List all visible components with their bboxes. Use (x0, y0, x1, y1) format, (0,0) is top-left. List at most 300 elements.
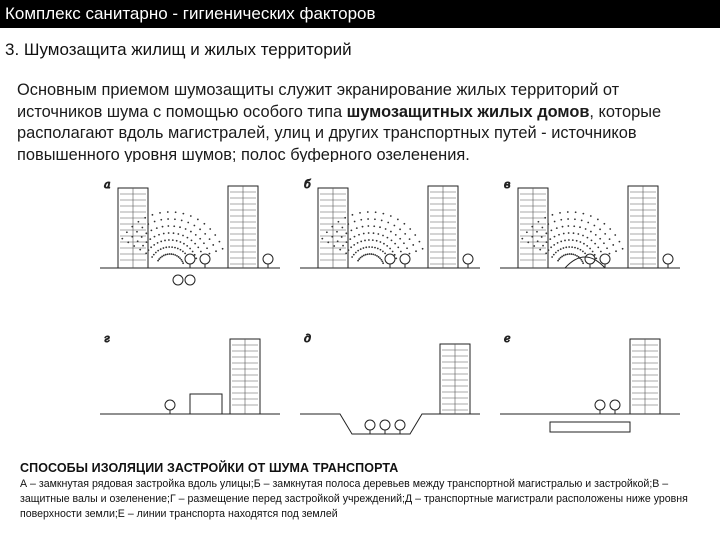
noise-wave-dot (572, 254, 574, 256)
noise-wave-dot (379, 257, 381, 259)
noise-wave-dot (160, 248, 162, 250)
noise-wave-dot (167, 225, 169, 227)
vehicle-wheel (185, 275, 195, 285)
noise-wave-dot (565, 254, 567, 256)
noise-wave-dot (584, 252, 586, 254)
noise-wave-dot (382, 262, 384, 264)
noise-wave-dot (163, 247, 165, 249)
noise-wave-dot (156, 227, 158, 229)
noise-wave-dot (350, 246, 352, 248)
noise-wave-dot (391, 239, 393, 241)
noise-wave-dot (203, 242, 205, 244)
noise-wave-dot (558, 258, 560, 260)
noise-wave-dot (394, 243, 396, 245)
noise-wave-dot (353, 254, 355, 256)
noise-wave-dot (355, 252, 357, 254)
noise-wave-dot (567, 218, 569, 220)
noise-wave-dot (409, 238, 411, 240)
noise-wave-dot (362, 226, 364, 228)
noise-wave-dot (367, 211, 369, 213)
noise-wave-dot (138, 221, 140, 223)
noise-wave-dot (154, 236, 156, 238)
noise-wave-dot (369, 253, 371, 255)
noise-wave-dot (146, 241, 148, 243)
noise-wave-dot (199, 238, 201, 240)
noise-wave-dot (180, 249, 182, 251)
noise-wave-dot (173, 232, 175, 234)
noise-wave-dot (142, 245, 144, 247)
noise-wave-dot (194, 243, 196, 245)
panel-label: г (104, 332, 110, 345)
noise-wave-dot (557, 260, 559, 262)
noise-wave-dot (178, 256, 180, 258)
noise-wave-dot (397, 246, 399, 248)
noise-wave-dot (367, 218, 369, 220)
noise-wave-dot (609, 228, 611, 230)
noise-wave-dot (352, 214, 354, 216)
noise-wave-dot (597, 219, 599, 221)
noise-wave-dot (121, 238, 123, 240)
noise-wave-dot (182, 235, 184, 237)
noise-wave-dot (182, 262, 184, 264)
noise-wave-dot (373, 225, 375, 227)
noise-wave-dot (374, 218, 376, 220)
noise-wave-dot (403, 242, 405, 244)
noise-wave-dot (363, 255, 365, 257)
noise-wave-dot (615, 250, 617, 252)
noise-wave-dot (357, 250, 359, 252)
noise-wave-dot (372, 239, 374, 241)
noise-wave-dot (179, 257, 181, 259)
noise-wave-dot (583, 243, 585, 245)
noise-wave-dot (541, 227, 543, 229)
noise-wave-dot (604, 233, 606, 235)
noise-wave-dot (161, 256, 163, 258)
noise-wave-dot (577, 233, 579, 235)
noise-wave-dot (582, 251, 584, 253)
panel-label: а (104, 178, 111, 191)
noise-wave-dot (189, 248, 191, 250)
noise-wave-dot (367, 253, 369, 255)
noise-wave-dot (562, 226, 564, 228)
noise-wave-dot (131, 236, 133, 238)
noise-wave-dot (197, 219, 199, 221)
noise-wave-dot (553, 254, 555, 256)
noise-wave-dot (552, 214, 554, 216)
noise-wave-dot (199, 228, 201, 230)
noise-wave-dot (153, 254, 155, 256)
noise-wave-dot (403, 223, 405, 225)
noise-wave-dot (585, 228, 587, 230)
noise-wave-dot (197, 246, 199, 248)
tree-crown (463, 254, 473, 264)
intro-text-bold: шумозащитных жилых домов (346, 102, 590, 121)
noise-wave-dot (590, 215, 592, 217)
noise-wave-dot (173, 225, 175, 227)
noise-wave-dot (553, 244, 555, 246)
noise-wave-dot (151, 256, 153, 258)
noise-wave-dot (392, 251, 394, 253)
caption-title: СПОСОБЫ ИЗОЛЯЦИИ ЗАСТРОЙКИ ОТ ШУМА ТРАНСПОРТА (20, 461, 399, 475)
noise-wave-dot (379, 226, 381, 228)
noise-wave-dot (384, 252, 386, 254)
noise-wave-dot (163, 255, 165, 257)
noise-wave-dot (351, 256, 353, 258)
header-title: Комплекс санитарно - гигиенических факторов (5, 4, 376, 23)
noise-wave-dot (174, 218, 176, 220)
noise-wave-dot (342, 245, 344, 247)
noise-wave-dot (372, 254, 374, 256)
noise-wave-dot (378, 256, 380, 258)
noise-wave-dot (174, 254, 176, 256)
noise-wave-dot (169, 253, 171, 255)
noise-wave-dot (212, 244, 214, 246)
noise-wave-dot (344, 217, 346, 219)
noise-wave-dot (371, 246, 373, 248)
noise-wave-dot (176, 240, 178, 242)
noise-wave-dot (346, 241, 348, 243)
noise-wave-dot (209, 238, 211, 240)
noise-wave-dot (559, 212, 561, 214)
noise-wave-dot (574, 218, 576, 220)
noise-wave-dot (582, 262, 584, 264)
noise-wave-dot (556, 227, 558, 229)
noise-wave-dot (527, 241, 529, 243)
noise-wave-dot (368, 246, 370, 248)
noise-wave-dot (150, 229, 152, 231)
noise-wave-dot (141, 227, 143, 229)
noise-wave-dot (619, 241, 621, 243)
noise-wave-dot (567, 211, 569, 213)
noise-wave-dot (382, 251, 384, 253)
noise-wave-dot (599, 238, 601, 240)
noise-wave-dot (386, 245, 388, 247)
noise-wave-dot (567, 225, 569, 227)
header-bar (0, 0, 720, 28)
noise-wave-dot (573, 225, 575, 227)
noise-wave-dot (565, 246, 567, 248)
noise-wave-dot (183, 243, 185, 245)
noise-wave-dot (193, 225, 195, 227)
noise-wave-dot (171, 246, 173, 248)
noise-wave-dot (542, 245, 544, 247)
noise-wave-dot (326, 231, 328, 233)
tree-crown (595, 400, 605, 410)
noise-wave-dot (589, 248, 591, 250)
noise-wave-dot (191, 239, 193, 241)
noise-wave-dot (575, 211, 577, 213)
noise-wave-dot (600, 251, 602, 253)
noise-wave-dot (568, 232, 570, 234)
noise-wave-dot (347, 223, 349, 225)
noise-wave-dot (554, 236, 556, 238)
noise-wave-dot (395, 234, 397, 236)
noise-wave-dot (354, 236, 356, 238)
noise-wave-dot (195, 234, 197, 236)
noise-wave-dot (574, 247, 576, 249)
noise-wave-dot (533, 245, 535, 247)
panel-label: д (304, 332, 311, 345)
noise-wave-dot (531, 226, 533, 228)
noise-wave-dot (593, 225, 595, 227)
noise-wave-dot (544, 217, 546, 219)
noise-wave-dot (397, 219, 399, 221)
noise-wave-dot (153, 244, 155, 246)
noise-wave-dot (381, 261, 383, 263)
noise-wave-dot (337, 240, 339, 242)
noise-wave-dot (163, 233, 165, 235)
caption-text: А – замкнутая рядовая застройка вдоль улицы;Б – замкнутая полоса деревьев между транспортной магистралью и застройкой;В – защитные валы и озеленение;Г – размещение перед застройкой учреждений;Д – транспортные магистрали расположены ниже уровня поверхности земли;Е – линии транспорта находятся под землей (20, 478, 688, 520)
noise-wave-dot (157, 242, 159, 244)
noise-wave-dot (548, 249, 550, 251)
intro-text-before: Основным приемом шумозащиты служит экранирование жилых территорий от источников шума с помощью особого типа (17, 81, 620, 121)
noise-wave-dot (387, 237, 389, 239)
noise-wave-dot (357, 260, 359, 262)
noise-wave-dot (382, 213, 384, 215)
noise-wave-dot (393, 225, 395, 227)
noise-wave-dot (345, 232, 347, 234)
noise-wave-dot (348, 249, 350, 251)
noise-wave-dot (387, 222, 389, 224)
noise-wave-dot (356, 227, 358, 229)
noise-wave-dot (599, 228, 601, 230)
noise-wave-dot (167, 218, 169, 220)
noise-wave-dot (545, 232, 547, 234)
noise-wave-dot (164, 240, 166, 242)
noise-wave-dot (152, 214, 154, 216)
noise-wave-dot (336, 231, 338, 233)
noise-wave-dot (536, 231, 538, 233)
noise-wave-dot (338, 221, 340, 223)
noise-wave-dot (145, 232, 147, 234)
noise-wave-dot (576, 255, 578, 257)
noise-wave-dot (141, 236, 143, 238)
noise-wave-dot (395, 257, 397, 259)
noise-wave-dot (380, 241, 382, 243)
noise-wave-dot (595, 234, 597, 236)
noise-wave-dot (377, 248, 379, 250)
noise-wave-dot (373, 232, 375, 234)
noise-wave-dot (327, 241, 329, 243)
noise-wave-dot (577, 248, 579, 250)
tree-crown (165, 400, 175, 410)
noise-wave-dot (357, 242, 359, 244)
noise-wave-dot (572, 239, 574, 241)
noise-wave-dot (545, 252, 547, 254)
tree-crown (610, 400, 620, 410)
noise-wave-dot (363, 233, 365, 235)
noise-wave-dot (609, 238, 611, 240)
noise-wave-dot (415, 250, 417, 252)
noise-wave-dot (184, 252, 186, 254)
panel-label: е (504, 332, 511, 345)
section-title: 3. Шумозащита жилищ и жилых территорий (5, 40, 352, 59)
noise-wave-dot (155, 252, 157, 254)
noise-wave-dot (541, 236, 543, 238)
noise-wave-dot (557, 242, 559, 244)
noise-wave-dot (383, 243, 385, 245)
noise-wave-dot (204, 233, 206, 235)
noise-wave-dot (550, 246, 552, 248)
noise-wave-dot (606, 247, 608, 249)
noise-wave-dot (557, 250, 559, 252)
noise-wave-dot (399, 238, 401, 240)
noise-wave-dot (526, 231, 528, 233)
noise-wave-dot (158, 258, 160, 260)
noise-wave-dot (144, 217, 146, 219)
noise-wave-dot (580, 249, 582, 251)
tree-crown (365, 420, 375, 430)
noise-wave-dot (409, 228, 411, 230)
noise-wave-dot (564, 240, 566, 242)
noise-wave-dot (560, 241, 562, 243)
tree-crown (663, 254, 673, 264)
noise-wave-dot (177, 248, 179, 250)
noise-wave-dot (375, 211, 377, 213)
noise-wave-dot (568, 246, 570, 248)
noise-wave-dot (331, 236, 333, 238)
noise-wave-dot (558, 234, 560, 236)
noise-wave-dot (555, 252, 557, 254)
noise-wave-dot (374, 247, 376, 249)
noise-wave-dot (179, 226, 181, 228)
intro-text-after: , которые располагают вдоль магистралей, улиц и других транспортных путей - источников повышенного уровня шумов; полос буферного озеленения. (17, 102, 662, 162)
noise-wave-dot (580, 241, 582, 243)
noise-wave-dot (389, 248, 391, 250)
noise-wave-dot (368, 239, 370, 241)
noise-wave-dot (159, 212, 161, 214)
noise-wave-dot (181, 261, 183, 263)
noise-wave-dot (333, 245, 335, 247)
noise-wave-dot (376, 255, 378, 257)
noise-wave-dot (546, 241, 548, 243)
noise-wave-dot (597, 246, 599, 248)
noise-wave-dot (359, 212, 361, 214)
tree-crown (400, 254, 410, 264)
noise-wave-dot (209, 253, 211, 255)
noise-wave-dot (586, 245, 588, 247)
noise-wave-dot (590, 231, 592, 233)
tree-crown (200, 254, 210, 264)
noise-wave-dot (321, 238, 323, 240)
noise-wave-dot (136, 231, 138, 233)
noise-wave-dot (168, 232, 170, 234)
noise-wave-dot (139, 249, 141, 251)
vehicle-wheel (173, 275, 183, 285)
noise-wave-dot (172, 254, 174, 256)
noise-wave-dot (406, 247, 408, 249)
noise-wave-dot (609, 253, 611, 255)
noise-wave-dot (160, 241, 162, 243)
noise-wave-dot (587, 222, 589, 224)
noise-wave-dot (363, 247, 365, 249)
noise-wave-dot (172, 239, 174, 241)
noise-wave-dot (365, 246, 367, 248)
tree-crown (385, 254, 395, 264)
noise-wave-dot (186, 245, 188, 247)
noise-wave-dot (550, 229, 552, 231)
panel-label: в (504, 178, 511, 191)
noise-wave-dot (214, 234, 216, 236)
noise-wave-dot (414, 234, 416, 236)
noise-wave-dot (349, 238, 351, 240)
noise-wave-dot (549, 238, 551, 240)
noise-wave-dot (158, 234, 160, 236)
noise-wave-dot (574, 254, 576, 256)
noise-wave-dot (563, 233, 565, 235)
noise-wave-dot (168, 239, 170, 241)
noise-wave-dot (206, 247, 208, 249)
noise-wave-dot (185, 228, 187, 230)
noise-wave-dot (171, 253, 173, 255)
noise-wave-dot (339, 249, 341, 251)
noise-wave-dot (399, 228, 401, 230)
noise-wave-dot (195, 257, 197, 259)
noise-wave-dot (409, 253, 411, 255)
noise-wave-dot (376, 240, 378, 242)
noise-wave-dot (390, 231, 392, 233)
noise-wave-dot (567, 253, 569, 255)
noise-wave-dot (360, 257, 362, 259)
noise-wave-dot (360, 241, 362, 243)
noise-wave-dot (412, 244, 414, 246)
noise-wave-dot (612, 244, 614, 246)
noise-wave-dot (422, 248, 424, 250)
noise-wave-dot (203, 223, 205, 225)
noise-wave-dot (358, 258, 360, 260)
noise-wave-dot (569, 253, 571, 255)
noise-wave-dot (219, 241, 221, 243)
noise-wave-dot (380, 259, 382, 261)
noise-wave-dot (350, 229, 352, 231)
underground-tunnel (550, 422, 630, 432)
noise-wave-dot (561, 256, 563, 258)
tree-crown (263, 254, 273, 264)
noise-wave-dot (157, 250, 159, 252)
noise-wave-dot (168, 246, 170, 248)
noise-wave-dot (404, 233, 406, 235)
noise-wave-dot (354, 221, 356, 223)
noise-wave-dot (364, 240, 366, 242)
noise-wave-dot (537, 240, 539, 242)
noise-wave-dot (595, 257, 597, 259)
noise-wave-dot (360, 248, 362, 250)
noise-wave-dot (377, 233, 379, 235)
noise-wave-dot (573, 232, 575, 234)
noise-wave-dot (614, 234, 616, 236)
tree-crown (380, 420, 390, 430)
noise-wave-dot (131, 226, 133, 228)
noise-wave-dot (622, 248, 624, 250)
tree-crown (600, 254, 610, 264)
noise-wave-dot (133, 245, 135, 247)
noise-wave-dot (568, 239, 570, 241)
noise-wave-dot (603, 223, 605, 225)
noise-wave-dot (353, 244, 355, 246)
noise-wave-dot (587, 237, 589, 239)
noise-wave-dot (582, 235, 584, 237)
noise-wave-dot (127, 241, 129, 243)
noise-wave-dot (176, 255, 178, 257)
noise-wave-dot (148, 249, 150, 251)
noise-wave-dot (571, 246, 573, 248)
intro-paragraph (17, 80, 707, 162)
noise-wave-dot (368, 232, 370, 234)
noise-wave-dot (341, 227, 343, 229)
noise-wave-dot (137, 240, 139, 242)
noise-wave-dot (563, 255, 565, 257)
noise-wave-dot (177, 233, 179, 235)
